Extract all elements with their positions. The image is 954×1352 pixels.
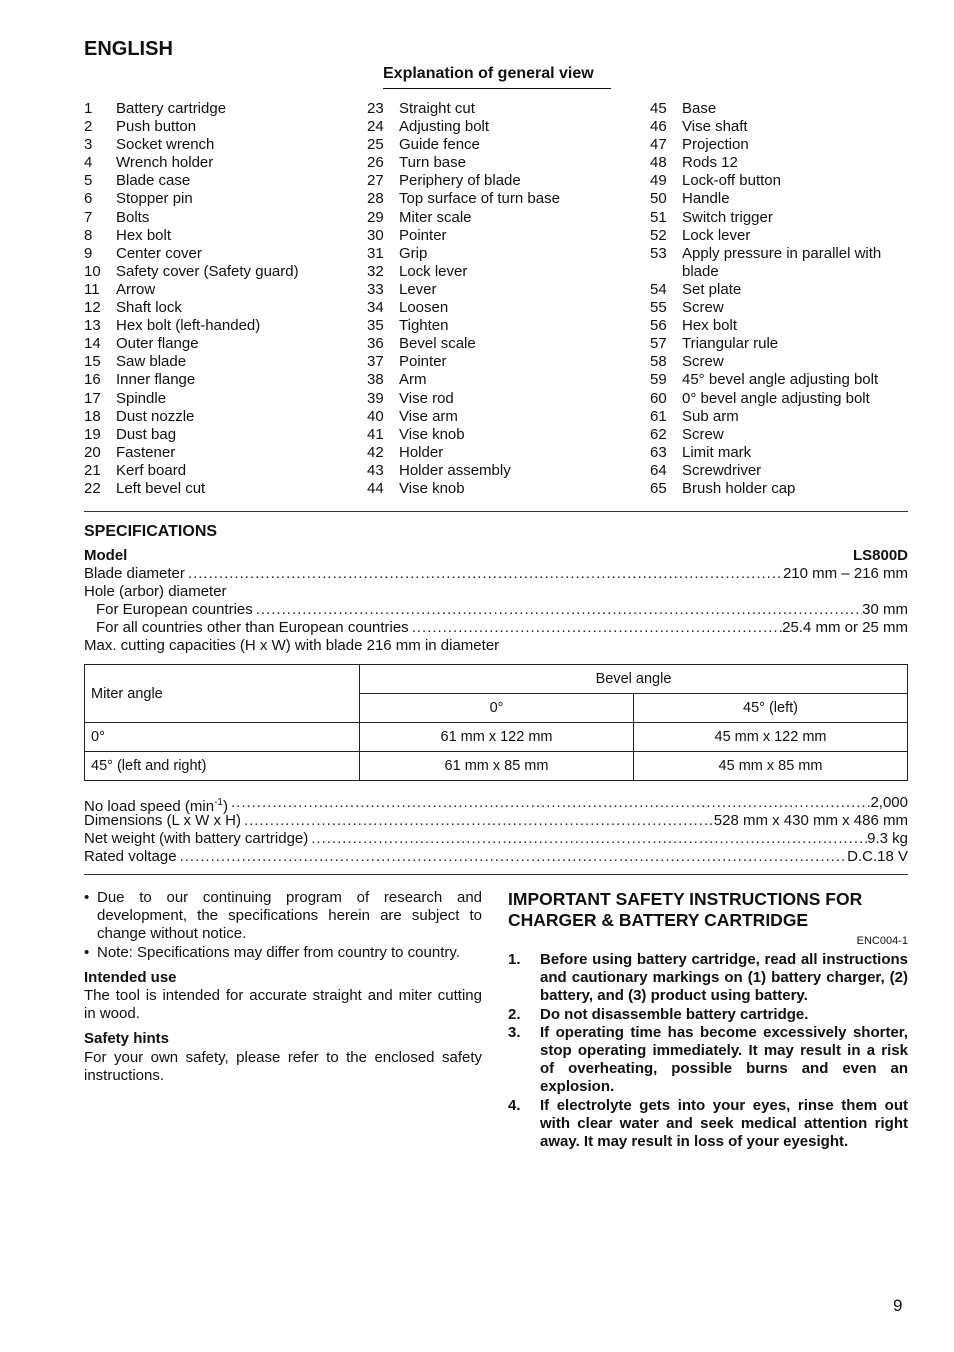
list-item xyxy=(367,353,637,371)
part-number: 9 xyxy=(84,244,93,262)
part-name: Pointer xyxy=(399,353,447,371)
voltage-label: Rated voltage xyxy=(84,848,177,865)
part-name: Guide fence xyxy=(399,136,480,154)
part-name: Sub arm xyxy=(682,407,739,425)
leader-dots xyxy=(177,848,848,866)
dimensions-value: 528 mm x 430 mm x 486 mm xyxy=(713,812,908,829)
part-name: Bevel scale xyxy=(399,335,476,353)
item-text: Before using battery cartridge, read all instructions and cautionary markings on (1) battery charger, (2) battery, and (3) product using battery. xyxy=(540,951,908,1005)
list-item xyxy=(650,390,910,408)
capacity-cell: 45 mm x 122 mm xyxy=(634,723,908,752)
specifications-heading: SPECIFICATIONS xyxy=(84,523,218,540)
capacity-label: Max. cutting capacities (H x W) with blade 216 mm in diameter xyxy=(84,637,500,654)
part-name: Periphery of blade xyxy=(399,172,521,190)
list-item xyxy=(650,227,910,245)
page-number: 9 xyxy=(893,1296,903,1315)
part-name: Dust bag xyxy=(116,425,177,443)
notes-column xyxy=(84,889,482,1085)
list-item xyxy=(508,1097,908,1152)
hole-diameter-row xyxy=(84,583,908,601)
part-number: 28 xyxy=(367,190,384,208)
part-name: Center cover xyxy=(116,244,202,262)
part-name: Wrench holder xyxy=(116,154,214,172)
model-row xyxy=(84,547,908,565)
capacity-cell: 61 mm x 85 mm xyxy=(360,752,634,781)
part-name: Arrow xyxy=(116,280,156,298)
voltage-value: D.C.18 V xyxy=(847,848,908,865)
part-name: Limit mark xyxy=(682,443,752,461)
list-item xyxy=(367,154,637,172)
part-number: 16 xyxy=(84,371,101,389)
weight-label: Net weight (with battery cartridge) xyxy=(84,830,309,847)
parts-column-1 xyxy=(84,100,354,498)
list-item xyxy=(84,136,354,154)
list-item xyxy=(84,118,354,136)
part-number: 15 xyxy=(84,353,101,371)
part-name: Hex bolt xyxy=(116,226,172,244)
list-item xyxy=(508,951,908,1006)
safety-heading: IMPORTANT SAFETY INSTRUCTIONS FOR CHARGER & BATTERY CARTRIDGE xyxy=(508,889,863,930)
list-item xyxy=(84,154,354,172)
part-name: Socket wrench xyxy=(116,136,215,154)
part-name: Screw xyxy=(682,353,724,371)
part-name: Base xyxy=(682,100,717,117)
capacity-cell: 61 mm x 122 mm xyxy=(360,723,634,752)
safety-instructions xyxy=(508,889,908,1151)
list-item xyxy=(650,299,910,317)
list-item xyxy=(367,118,637,136)
list-item xyxy=(367,209,637,227)
list-item xyxy=(84,371,354,389)
list-item xyxy=(367,299,637,317)
section-divider xyxy=(84,874,908,875)
leader-dots xyxy=(409,619,782,637)
list-item xyxy=(367,190,637,208)
blade-diameter-value: 210 mm – 216 mm xyxy=(782,565,908,582)
part-name: Vise rod xyxy=(399,389,454,407)
weight-row xyxy=(84,830,908,848)
part-name: Screw xyxy=(682,425,724,443)
part-number: 53 xyxy=(650,244,667,262)
part-name: Dust nozzle xyxy=(116,407,195,425)
part-number: 47 xyxy=(650,136,667,154)
part-number: 25 xyxy=(367,136,384,154)
list-item xyxy=(84,317,354,335)
part-name: Vise knob xyxy=(399,425,465,443)
part-name: Vise knob xyxy=(399,479,465,497)
part-number: 39 xyxy=(367,389,384,407)
part-number: 59 xyxy=(650,371,667,389)
part-number: 61 xyxy=(650,407,667,425)
hole-other-value: 25.4 mm or 25 mm xyxy=(782,619,908,636)
list-item xyxy=(84,299,354,317)
part-number: 29 xyxy=(367,208,384,226)
list-item xyxy=(650,209,910,227)
part-number: 19 xyxy=(84,425,101,443)
table-row xyxy=(85,752,908,781)
part-number: 22 xyxy=(84,479,101,497)
part-number: 6 xyxy=(84,190,93,208)
list-item xyxy=(650,480,910,498)
capacity-row xyxy=(84,637,908,655)
part-number: 8 xyxy=(84,226,93,244)
list-item xyxy=(84,100,354,118)
part-name: Vise shaft xyxy=(682,118,748,136)
list-item xyxy=(84,408,354,426)
part-name: Brush holder cap xyxy=(682,479,796,497)
part-number: 51 xyxy=(650,208,667,226)
part-number: 43 xyxy=(367,461,384,479)
part-number: 26 xyxy=(367,154,384,172)
item-number: 4. xyxy=(508,1096,521,1114)
part-number: 48 xyxy=(650,154,667,172)
part-number: 35 xyxy=(367,317,384,335)
item-text: Do not disassemble battery cartridge. xyxy=(540,1005,809,1023)
list-item xyxy=(367,408,637,426)
part-number: 21 xyxy=(84,461,101,479)
part-number: 24 xyxy=(367,118,384,136)
part-name: Shaft lock xyxy=(116,299,182,317)
list-item xyxy=(650,154,910,172)
part-number: 36 xyxy=(367,335,384,353)
part-number: 7 xyxy=(84,208,93,226)
part-name: Battery cartridge xyxy=(116,100,227,117)
part-number: 10 xyxy=(84,262,101,280)
part-number: 60 xyxy=(650,389,667,407)
list-item xyxy=(650,335,910,353)
bullet-icon: • xyxy=(84,943,90,961)
hole-eu-row xyxy=(96,601,908,619)
list-item xyxy=(84,944,482,962)
part-name: Stopper pin xyxy=(116,190,193,208)
part-name: Set plate xyxy=(682,280,742,298)
part-number: 5 xyxy=(84,172,93,190)
bullet-icon: • xyxy=(84,889,90,906)
part-name: Loosen xyxy=(399,299,449,317)
part-number: 55 xyxy=(650,299,667,317)
part-name: Lock lever xyxy=(682,226,751,244)
part-name: Fastener xyxy=(116,443,176,461)
item-number: 1. xyxy=(508,951,521,968)
list-item xyxy=(367,263,637,281)
list-item xyxy=(84,462,354,480)
leader-dots xyxy=(253,601,862,619)
list-item xyxy=(367,100,637,118)
part-name: Projection xyxy=(682,136,749,154)
part-name: Straight cut xyxy=(399,100,475,117)
part-name: Safety cover (Safety guard) xyxy=(116,262,299,280)
part-number: 13 xyxy=(84,317,101,335)
part-number: 40 xyxy=(367,407,384,425)
speed-label: No load speed $(\min^{-1})$ xyxy=(84,797,228,815)
part-number: 64 xyxy=(650,461,667,479)
part-number: 23 xyxy=(367,100,384,117)
part-number: 46 xyxy=(650,118,667,136)
hole-eu-value: 30 mm xyxy=(862,601,908,618)
part-name: Holder assembly xyxy=(399,461,511,479)
part-number: 2 xyxy=(84,118,93,136)
part-number: 12 xyxy=(84,299,101,317)
list-item xyxy=(84,209,354,227)
hole-diameter-label: Hole (arbor) diameter xyxy=(84,583,227,600)
part-number: 17 xyxy=(84,389,101,407)
part-name: Lock lever xyxy=(399,262,468,280)
list-item xyxy=(650,408,910,426)
part-name: Rods 12 xyxy=(682,154,738,172)
part-number: 56 xyxy=(650,317,667,335)
part-name: 45° bevel angle adjusting bolt xyxy=(682,371,879,389)
dimensions-row xyxy=(84,812,908,830)
part-number: 63 xyxy=(650,443,667,461)
part-number: 65 xyxy=(650,479,667,497)
part-name: Kerf board xyxy=(116,461,187,479)
miter-angle-header: Miter angle xyxy=(85,665,360,723)
intended-use-heading: Intended use xyxy=(84,968,177,986)
bevel-45-header: 45° (left) xyxy=(634,694,908,723)
section-divider xyxy=(84,511,908,512)
document-code: ENC004-1 xyxy=(856,935,908,947)
part-name: Triangular rule xyxy=(682,335,779,353)
part-name: Adjusting bolt xyxy=(399,118,490,136)
part-number: 31 xyxy=(367,244,384,262)
list-item xyxy=(650,281,910,299)
list-item xyxy=(84,353,354,371)
list-item xyxy=(650,245,910,281)
part-number: 3 xyxy=(84,136,93,154)
dimensions-label: Dimensions (L x W x H) xyxy=(84,812,241,829)
list-item xyxy=(84,889,482,944)
part-number: 54 xyxy=(650,280,667,298)
part-name: Holder xyxy=(399,443,444,461)
speed-value: 2,000 xyxy=(870,794,908,811)
blade-diameter-row xyxy=(84,565,908,583)
list-item xyxy=(84,444,354,462)
list-item xyxy=(367,444,637,462)
list-item xyxy=(84,390,354,408)
part-number: 4 xyxy=(84,154,93,172)
list-item xyxy=(84,281,354,299)
part-name: Outer flange xyxy=(116,335,199,353)
list-item xyxy=(367,227,637,245)
list-item xyxy=(650,462,910,480)
list-item xyxy=(84,172,354,190)
part-number: 58 xyxy=(650,353,667,371)
list-item xyxy=(650,118,910,136)
list-item xyxy=(650,172,910,190)
part-name: Switch trigger xyxy=(682,208,773,226)
item-number: 2. xyxy=(508,1005,521,1023)
part-number: 50 xyxy=(650,190,667,208)
list-item xyxy=(367,281,637,299)
list-item xyxy=(367,317,637,335)
list-item xyxy=(367,335,637,353)
list-item xyxy=(650,353,910,371)
intended-use-text: The tool is intended for accurate straight and miter cutting in wood. xyxy=(84,987,482,1023)
part-name: Lever xyxy=(399,280,437,298)
blade-diameter-label: Blade diameter xyxy=(84,565,185,582)
leader-dots xyxy=(185,565,783,583)
leader-dots xyxy=(308,830,867,848)
parts-list-heading: Explanation of general view xyxy=(383,65,611,89)
part-name: Miter scale xyxy=(399,208,472,226)
capacity-cell: 45 mm x 85 mm xyxy=(634,752,908,781)
item-text: If operating time has become excessively shorter, stop operating immediately. It may result in a risk of overheating, possible burns and even an explosion. xyxy=(540,1023,908,1096)
part-name: 0° bevel angle adjusting bolt xyxy=(682,389,870,407)
part-name: Left bevel cut xyxy=(116,479,206,497)
list-item xyxy=(650,190,910,208)
list-item xyxy=(508,1024,908,1097)
part-name: Bolts xyxy=(116,208,150,226)
list-item xyxy=(84,480,354,498)
miter-cell: 0° xyxy=(85,723,360,752)
part-number: 38 xyxy=(367,371,384,389)
hole-other-row xyxy=(96,619,908,637)
list-item xyxy=(367,480,637,498)
list-item xyxy=(367,136,637,154)
list-item xyxy=(84,426,354,444)
list-item xyxy=(650,426,910,444)
parts-column-3 xyxy=(650,100,910,498)
model-value: LS800D xyxy=(852,547,908,564)
list-item xyxy=(650,136,910,154)
safety-hints-text: For your own safety, please refer to the enclosed safety instructions. xyxy=(84,1048,482,1084)
part-number: 14 xyxy=(84,335,101,353)
item-number: 3. xyxy=(508,1023,521,1041)
list-item xyxy=(367,462,637,480)
part-name: Apply pressure in parallel with blade xyxy=(682,244,882,280)
weight-value: 9.3 kg xyxy=(867,830,908,847)
bevel-angle-header: Bevel angle xyxy=(360,665,908,694)
list-item xyxy=(367,390,637,408)
part-name: Tighten xyxy=(399,317,449,335)
cutting-capacity-table xyxy=(84,664,908,781)
part-number: 1 xyxy=(84,100,93,117)
list-item xyxy=(650,371,910,389)
part-name: Spindle xyxy=(116,389,167,407)
parts-column-2 xyxy=(367,100,637,498)
part-name: Vise arm xyxy=(399,407,458,425)
part-name: Push button xyxy=(116,118,197,136)
part-number: 41 xyxy=(367,425,384,443)
part-number: 37 xyxy=(367,353,384,371)
language-heading: ENGLISH xyxy=(84,38,173,60)
part-number: 62 xyxy=(650,425,667,443)
part-number: 44 xyxy=(367,479,384,497)
list-item xyxy=(508,1006,908,1024)
note-text: Due to our continuing program of research and development, the specifications herein are subject to change without notice. xyxy=(97,889,482,943)
list-item xyxy=(650,100,910,118)
part-name: Screw xyxy=(682,299,724,317)
list-item xyxy=(367,172,637,190)
list-item xyxy=(650,444,910,462)
part-name: Arm xyxy=(399,371,427,389)
part-name: Hex bolt xyxy=(682,317,738,335)
hole-eu-label: For European countries xyxy=(96,601,253,618)
voltage-row xyxy=(84,848,908,866)
part-name: Hex bolt (left-handed) xyxy=(116,317,261,335)
part-name: Blade case xyxy=(116,172,191,190)
part-name: Grip xyxy=(399,244,428,262)
part-name: Screwdriver xyxy=(682,461,762,479)
part-number: 34 xyxy=(367,299,384,317)
part-number: 18 xyxy=(84,407,101,425)
part-name: Lock-off button xyxy=(682,172,781,190)
part-name: Top surface of turn base xyxy=(399,190,560,208)
part-number: 33 xyxy=(367,280,384,298)
part-number: 45 xyxy=(650,100,667,117)
hole-other-label: For all countries other than European countries xyxy=(96,619,409,636)
bevel-0-header: 0° xyxy=(360,694,634,723)
miter-cell: 45° (left and right) xyxy=(85,752,360,781)
part-name: Turn base xyxy=(399,154,466,172)
note-text: Note: Specifications may differ from country to country. xyxy=(97,943,460,961)
part-name: Handle xyxy=(682,190,730,208)
item-text: If electrolyte gets into your eyes, rinse them out with clear water and seek medical attention right away. It may result in loss of your eyesight. xyxy=(540,1096,908,1151)
part-number: 57 xyxy=(650,335,667,353)
safety-hints-heading: Safety hints xyxy=(84,1030,170,1048)
part-number: 11 xyxy=(84,280,100,298)
model-label: Model xyxy=(84,547,128,564)
part-number: 30 xyxy=(367,226,384,244)
list-item xyxy=(650,317,910,335)
part-number: 42 xyxy=(367,443,384,461)
list-item xyxy=(84,190,354,208)
list-item xyxy=(84,245,354,263)
list-item xyxy=(84,263,354,281)
part-name: Pointer xyxy=(399,226,447,244)
list-item xyxy=(367,371,637,389)
leader-dots xyxy=(241,812,714,830)
part-name: Inner flange xyxy=(116,371,196,389)
part-name: Saw blade xyxy=(116,353,187,371)
part-number: 52 xyxy=(650,226,667,244)
part-number: 27 xyxy=(367,172,384,190)
part-number: 49 xyxy=(650,172,667,190)
part-number: 20 xyxy=(84,443,101,461)
list-item xyxy=(84,227,354,245)
list-item xyxy=(367,426,637,444)
part-number: 32 xyxy=(367,262,384,280)
table-row xyxy=(85,723,908,752)
list-item xyxy=(367,245,637,263)
list-item xyxy=(84,335,354,353)
